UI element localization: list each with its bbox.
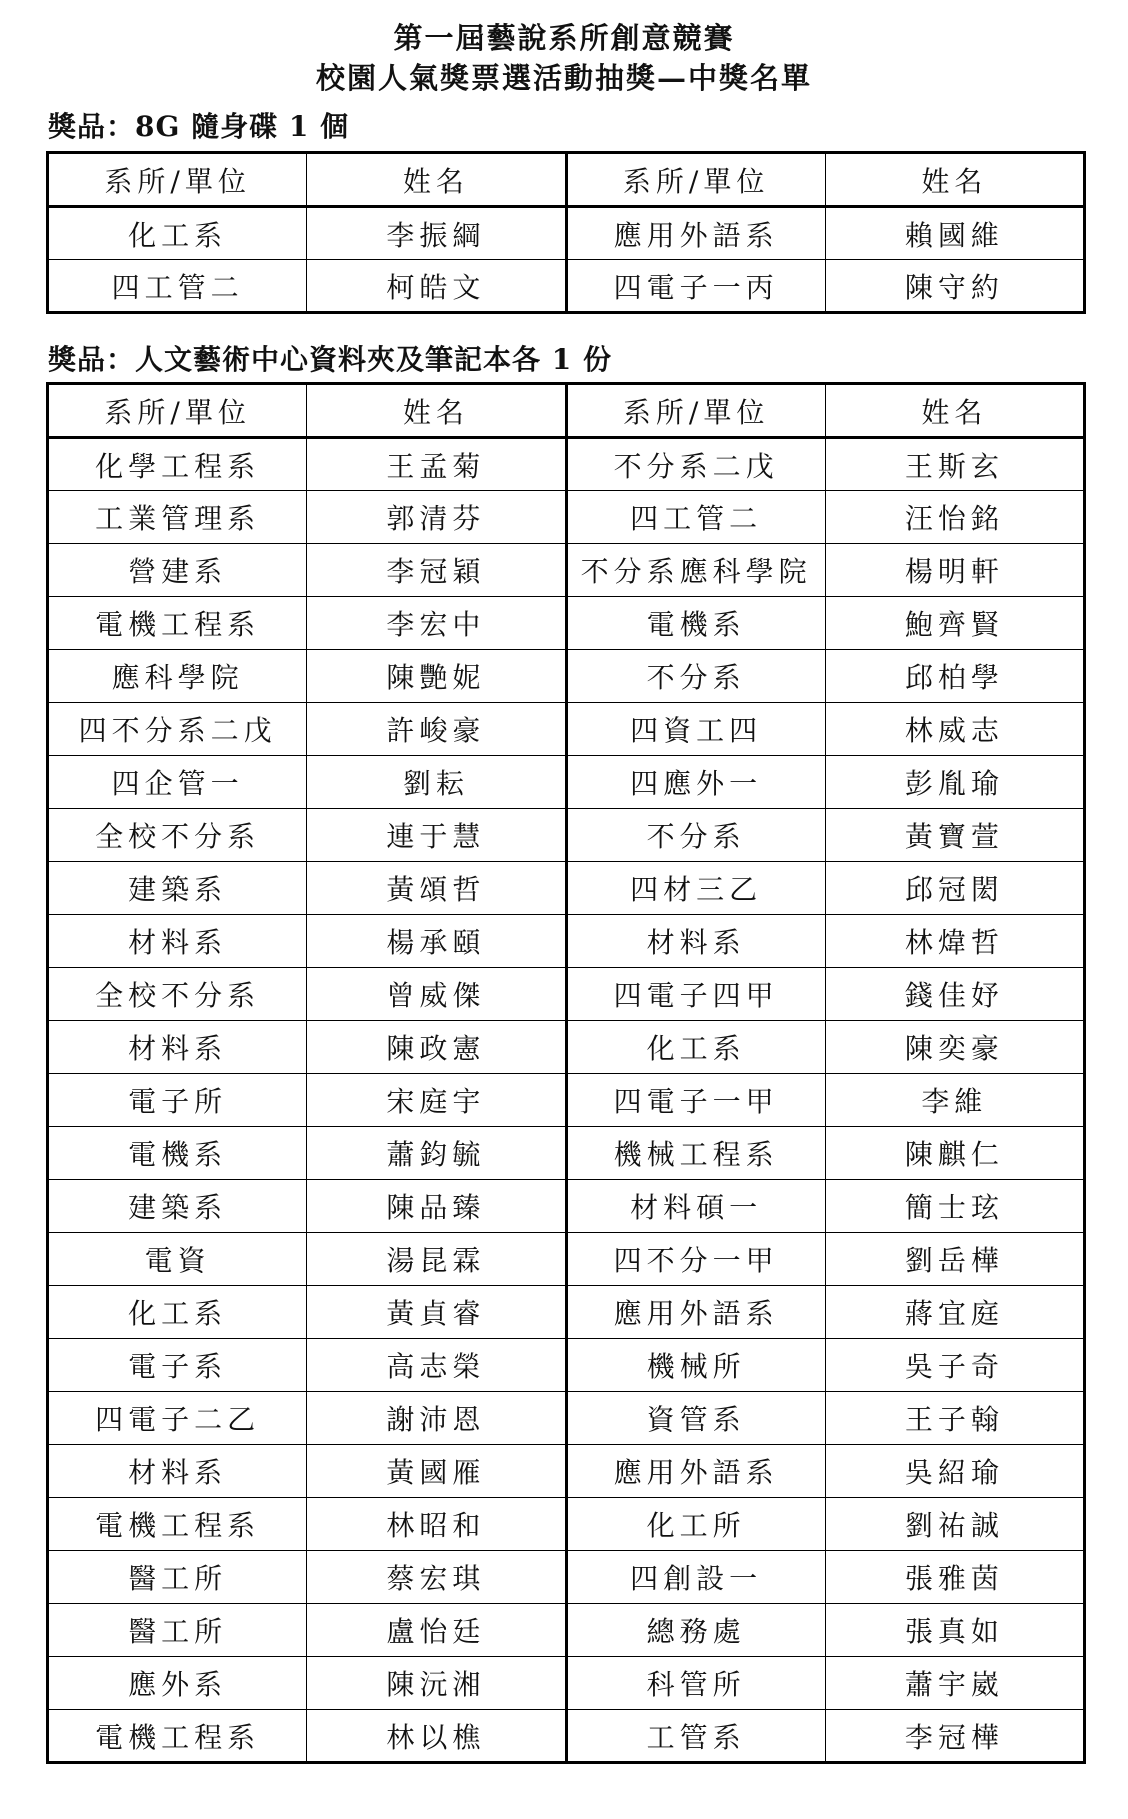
- name-cell: 林威志: [825, 703, 1084, 756]
- name-cell: 黃頌哲: [307, 862, 566, 915]
- department-cell: 營建系: [48, 544, 307, 597]
- department-cell: 電機工程系: [48, 1710, 307, 1763]
- department-cell: 科管所: [566, 1657, 825, 1710]
- department-cell: 化工系: [566, 1021, 825, 1074]
- name-cell: 林煒哲: [825, 915, 1084, 968]
- name-cell: 王斯玄: [825, 438, 1084, 491]
- header-name: 姓名: [307, 384, 566, 438]
- department-cell: 電機系: [48, 1127, 307, 1180]
- name-cell: 王子翰: [825, 1392, 1084, 1445]
- name-cell: 張真如: [825, 1604, 1084, 1657]
- department-cell: 材料系: [566, 915, 825, 968]
- name-cell: 張雅茵: [825, 1551, 1084, 1604]
- department-cell: 電資: [48, 1233, 307, 1286]
- name-cell: 簡士玹: [825, 1180, 1084, 1233]
- document-subtitle: 校園人氣獎票選活動抽獎—中獎名單: [315, 61, 812, 95]
- department-cell: 醫工所: [48, 1551, 307, 1604]
- prize-heading-folder-notebook: 獎品：人文藝術中心資料夾及筆記本各 1 份: [48, 343, 612, 376]
- department-cell: 電機工程系: [48, 597, 307, 650]
- name-cell: 陳艷妮: [307, 650, 566, 703]
- table-row: [48, 703, 1085, 756]
- header-department: 系所/單位: [48, 384, 307, 438]
- table-row: [48, 1180, 1085, 1233]
- table-row: [48, 1604, 1085, 1657]
- department-cell: 應用外語系: [566, 1445, 825, 1498]
- name-cell: 吳子奇: [825, 1339, 1084, 1392]
- name-cell: 曾威傑: [307, 968, 566, 1021]
- name-cell: 錢佳妤: [825, 968, 1084, 1021]
- name-cell: 劉祐誠: [825, 1498, 1084, 1551]
- table-row: [48, 1074, 1085, 1127]
- department-cell: 電機工程系: [48, 1498, 307, 1551]
- department-cell: 建築系: [48, 1180, 307, 1233]
- department-cell: 材料碩一: [566, 1180, 825, 1233]
- winners-table-folder-notebook: [46, 382, 1086, 1764]
- department-cell: 電機系: [566, 597, 825, 650]
- table-row: [48, 862, 1085, 915]
- table-row: [48, 438, 1085, 491]
- name-cell: 陳沅湘: [307, 1657, 566, 1710]
- name-cell: 陳政憲: [307, 1021, 566, 1074]
- department-cell: 總務處: [566, 1604, 825, 1657]
- department-cell: 四資工四: [566, 703, 825, 756]
- table-row: [48, 1127, 1085, 1180]
- name-cell: 林昭和: [307, 1498, 566, 1551]
- name-cell: 彭胤瑜: [825, 756, 1084, 809]
- department-cell: 四工管二: [566, 491, 825, 544]
- department-cell: 化工系: [48, 207, 307, 260]
- department-cell: 不分系應科學院: [566, 544, 825, 597]
- name-cell: 李宏中: [307, 597, 566, 650]
- table-row: [48, 207, 1085, 260]
- department-cell: 四企管一: [48, 756, 307, 809]
- department-cell: 全校不分系: [48, 809, 307, 862]
- department-cell: 材料系: [48, 1445, 307, 1498]
- name-cell: 蔣宜庭: [825, 1286, 1084, 1339]
- name-cell: 黃貞睿: [307, 1286, 566, 1339]
- document-title: 第一屆藝說系所創意競賽: [393, 21, 735, 55]
- department-cell: 電子所: [48, 1074, 307, 1127]
- name-cell: 蔡宏琪: [307, 1551, 566, 1604]
- name-cell: 李冠穎: [307, 544, 566, 597]
- name-cell: 汪怡銘: [825, 491, 1084, 544]
- table-row: [48, 544, 1085, 597]
- name-cell: 黃國雁: [307, 1445, 566, 1498]
- name-cell: 陳奕豪: [825, 1021, 1084, 1074]
- department-cell: 四不分一甲: [566, 1233, 825, 1286]
- department-cell: 四材三乙: [566, 862, 825, 915]
- department-cell: 不分系二戊: [566, 438, 825, 491]
- name-cell: 陳守約: [825, 260, 1084, 313]
- name-cell: 許峻豪: [307, 703, 566, 756]
- department-cell: 建築系: [48, 862, 307, 915]
- department-cell: 工管系: [566, 1710, 825, 1763]
- table-row: [48, 1551, 1085, 1604]
- header-department: 系所/單位: [566, 384, 825, 438]
- name-cell: 邱柏學: [825, 650, 1084, 703]
- name-cell: 盧怡廷: [307, 1604, 566, 1657]
- table-row: [48, 1233, 1085, 1286]
- name-cell: 郭清芬: [307, 491, 566, 544]
- table-row: [48, 1339, 1085, 1392]
- department-cell: 電子系: [48, 1339, 307, 1392]
- department-cell: 機械所: [566, 1339, 825, 1392]
- department-cell: 機械工程系: [566, 1127, 825, 1180]
- table-row: [48, 1445, 1085, 1498]
- name-cell: 黃寶萱: [825, 809, 1084, 862]
- department-cell: 醫工所: [48, 1604, 307, 1657]
- department-cell: 四不分系二戊: [48, 703, 307, 756]
- name-cell: 連于慧: [307, 809, 566, 862]
- department-cell: 全校不分系: [48, 968, 307, 1021]
- name-cell: 李冠樺: [825, 1710, 1084, 1763]
- name-cell: 蕭宇崴: [825, 1657, 1084, 1710]
- name-cell: 湯昆霖: [307, 1233, 566, 1286]
- department-cell: 四電子一甲: [566, 1074, 825, 1127]
- table-row: [48, 756, 1085, 809]
- department-cell: 四創設一: [566, 1551, 825, 1604]
- table-header-row: [48, 153, 1085, 207]
- header-department: 系所/單位: [48, 153, 307, 207]
- table-header-row: [48, 384, 1085, 438]
- table-row: [48, 650, 1085, 703]
- header-name: 姓名: [825, 384, 1084, 438]
- table-row: [48, 1286, 1085, 1339]
- name-cell: 林以樵: [307, 1710, 566, 1763]
- department-cell: 化學工程系: [48, 438, 307, 491]
- department-cell: 不分系: [566, 650, 825, 703]
- table-row: [48, 968, 1085, 1021]
- name-cell: 楊明軒: [825, 544, 1084, 597]
- name-cell: 宋庭宇: [307, 1074, 566, 1127]
- header-name: 姓名: [825, 153, 1084, 207]
- name-cell: 賴國維: [825, 207, 1084, 260]
- table-row: [48, 597, 1085, 650]
- name-cell: 王孟菊: [307, 438, 566, 491]
- table-row: [48, 1021, 1085, 1074]
- name-cell: 李維: [825, 1074, 1084, 1127]
- department-cell: 四電子四甲: [566, 968, 825, 1021]
- header-department: 系所/單位: [566, 153, 825, 207]
- department-cell: 應用外語系: [566, 1286, 825, 1339]
- name-cell: 柯皓文: [307, 260, 566, 313]
- winners-table-usb: [46, 151, 1086, 314]
- name-cell: 吳紹瑜: [825, 1445, 1084, 1498]
- name-cell: 邱冠閎: [825, 862, 1084, 915]
- name-cell: 李振綱: [307, 207, 566, 260]
- department-cell: 化工系: [48, 1286, 307, 1339]
- header-name: 姓名: [307, 153, 566, 207]
- name-cell: 陳麒仁: [825, 1127, 1084, 1180]
- department-cell: 四電子一丙: [566, 260, 825, 313]
- table-row: [48, 1710, 1085, 1763]
- table-row: [48, 1657, 1085, 1710]
- table-row: [48, 1392, 1085, 1445]
- department-cell: 應科學院: [48, 650, 307, 703]
- department-cell: 工業管理系: [48, 491, 307, 544]
- table-row: [48, 1498, 1085, 1551]
- department-cell: 四應外一: [566, 756, 825, 809]
- name-cell: 陳品臻: [307, 1180, 566, 1233]
- department-cell: 應用外語系: [566, 207, 825, 260]
- prize-heading-usb: 獎品：8G 隨身碟 1 個: [48, 110, 350, 143]
- department-cell: 材料系: [48, 1021, 307, 1074]
- name-cell: 劉岳樺: [825, 1233, 1084, 1286]
- table-row: [48, 260, 1085, 313]
- name-cell: 楊承頤: [307, 915, 566, 968]
- name-cell: 劉耘: [307, 756, 566, 809]
- name-cell: 鮑齊賢: [825, 597, 1084, 650]
- table-row: [48, 809, 1085, 862]
- department-cell: 化工所: [566, 1498, 825, 1551]
- department-cell: 四工管二: [48, 260, 307, 313]
- name-cell: 蕭鈞毓: [307, 1127, 566, 1180]
- name-cell: 謝沛恩: [307, 1392, 566, 1445]
- department-cell: 資管系: [566, 1392, 825, 1445]
- name-cell: 高志榮: [307, 1339, 566, 1392]
- department-cell: 材料系: [48, 915, 307, 968]
- department-cell: 應外系: [48, 1657, 307, 1710]
- department-cell: 不分系: [566, 809, 825, 862]
- table-row: [48, 491, 1085, 544]
- department-cell: 四電子二乙: [48, 1392, 307, 1445]
- table-row: [48, 915, 1085, 968]
